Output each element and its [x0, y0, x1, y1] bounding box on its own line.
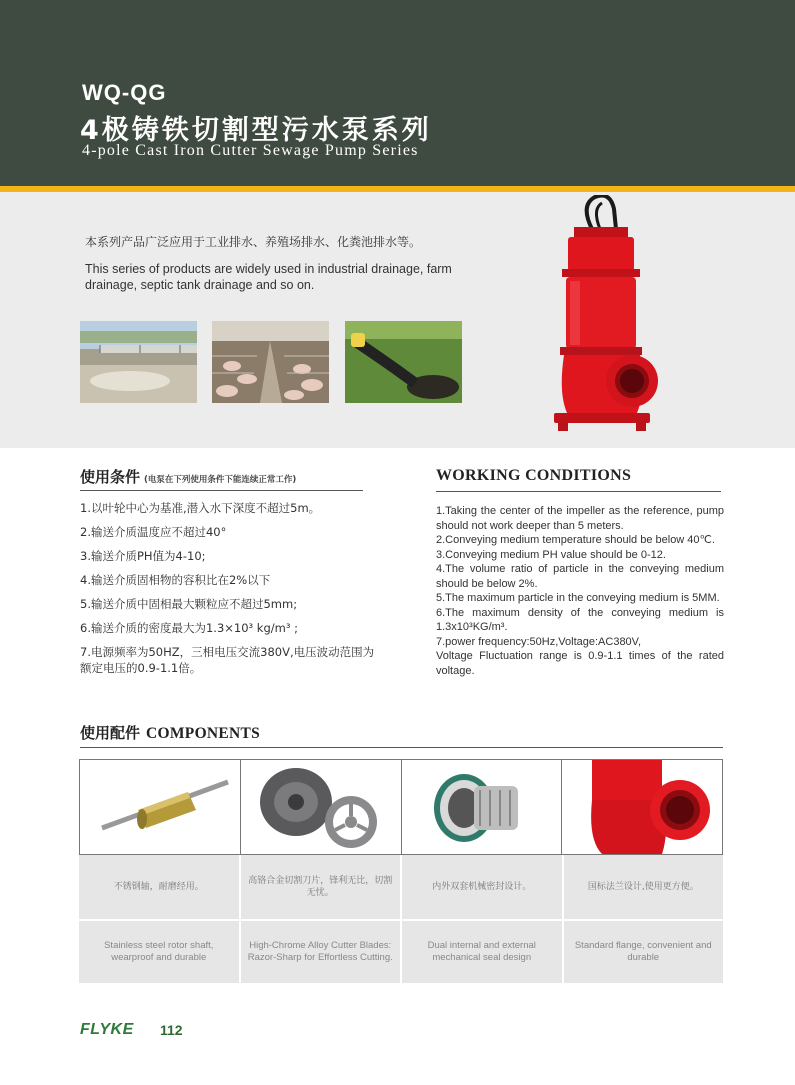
component-4-en: Standard flange, convenient and durable: [574, 940, 712, 963]
condition-en-1: 1.Taking the center of the impeller as the reference, pump should not work deeper than 5 meters.: [436, 505, 724, 532]
working-conditions-list-en: [436, 504, 724, 678]
condition-cn-7: 7.电源频率为50HZ，三相电压交流380V,电压波动范围为额定电压的0.9-1.1倍。: [80, 645, 375, 675]
series-title-cn: 4极铸铁切割型污水泵系列: [80, 115, 432, 146]
condition-cn-2: 2.输送介质温度应不超过40°: [80, 525, 227, 539]
component-2-en: High-Chrome Alloy Cutter Blades: Razor-Sharp for Effortless Cutting.: [241, 921, 403, 983]
divider-cn: [80, 490, 363, 491]
working-conditions-subtitle-cn: (电泵在下列使用条件下能连续正常工作): [144, 475, 297, 485]
intro-text-en: This series of products are widely used in industrial drainage, farm drainage, septic tank drainage and so on.: [85, 262, 452, 292]
components-title-en: COMPONENTS: [146, 725, 261, 742]
component-3-cn: 内外双套机械密封设计。: [402, 855, 564, 919]
components-en-row: [79, 921, 723, 983]
component-4-cn: 国标法兰设计,使用更方便。: [587, 882, 699, 892]
mechanical-seal-image: [402, 760, 563, 854]
flange-image: [562, 760, 722, 854]
condition-cn-1: 1.以叶轮中心为基准,潜入水下深度不超过5m。: [80, 501, 321, 515]
components-title-cn: 使用配件: [80, 724, 141, 742]
condition-en-6: 6.The maximum density of the conveying medium is 1.3x10³KG/m³.: [436, 606, 724, 633]
working-conditions-title-cn: [80, 466, 296, 487]
divider-en: [436, 491, 721, 492]
component-1-en: Stainless steel rotor shaft, wearproof and durable: [79, 921, 241, 983]
photo-septic-tank-drainage: [345, 321, 462, 403]
components-image-row: [79, 759, 723, 855]
divider-components: [80, 747, 723, 748]
components-grid: [79, 759, 723, 983]
condition-en-3: 3.Conveying medium PH value should be 0-12.: [436, 548, 666, 561]
series-title-en: 4-pole Cast Iron Cutter Sewage Pump Series: [82, 142, 419, 159]
condition-en-4: 4.The volume ratio of particle in the conveying medium should be below 2%.: [436, 563, 724, 590]
components-cn-row: [79, 855, 723, 921]
intro-text-cn: 本系列产品广泛应用于工业排水、养殖场排水、化粪池排水等。: [85, 235, 422, 249]
components-title: [80, 722, 260, 743]
model-code: WQ-QG: [82, 80, 167, 105]
condition-cn-5: 5.输送介质中固相最大颗粒应不超过5mm;: [80, 597, 298, 611]
hero-section: [0, 192, 795, 448]
pump-product-image: [540, 195, 665, 435]
photo-farm-drainage: [212, 321, 329, 403]
rotor-shaft-image: [80, 760, 241, 854]
condition-cn-3: 3.输送介质PH值为4-10;: [80, 549, 206, 563]
working-conditions-title-cn-text: 使用条件: [80, 468, 141, 486]
condition-en-8: Voltage Fluctuation range is 0.9-1.1 times of the rated voltage.: [436, 650, 724, 677]
brand-logo: FLYKE: [80, 1021, 134, 1038]
condition-en-5: 5.The maximum particle in the conveying medium is 5MM.: [436, 592, 720, 604]
condition-cn-6: 6.输送介质的密度最大为1.3×10³ kg/m³ ;: [80, 621, 298, 635]
condition-cn-4: 4.输送介质固相物的容积比在2%以下: [80, 573, 271, 587]
component-1-cn: 不锈钢轴，耐磨经用。: [79, 855, 241, 919]
component-3-en: Dual internal and external mechanical seal design: [402, 921, 564, 983]
condition-en-7: 7.power frequency:50Hz,Voltage:AC380V,: [436, 635, 642, 648]
working-conditions-title-en: WORKING CONDITIONS: [436, 467, 632, 484]
working-conditions-list-cn: [80, 500, 380, 684]
photo-industrial-drainage: [80, 321, 197, 403]
cutter-blade-image: [241, 760, 402, 854]
condition-en-2: 2.Conveying medium temperature should be below 40℃.: [436, 534, 715, 546]
component-2-cn: 高铬合金切割刀片，锋利无比，切割无忧。: [241, 855, 403, 919]
page-number: 112: [160, 1022, 183, 1038]
